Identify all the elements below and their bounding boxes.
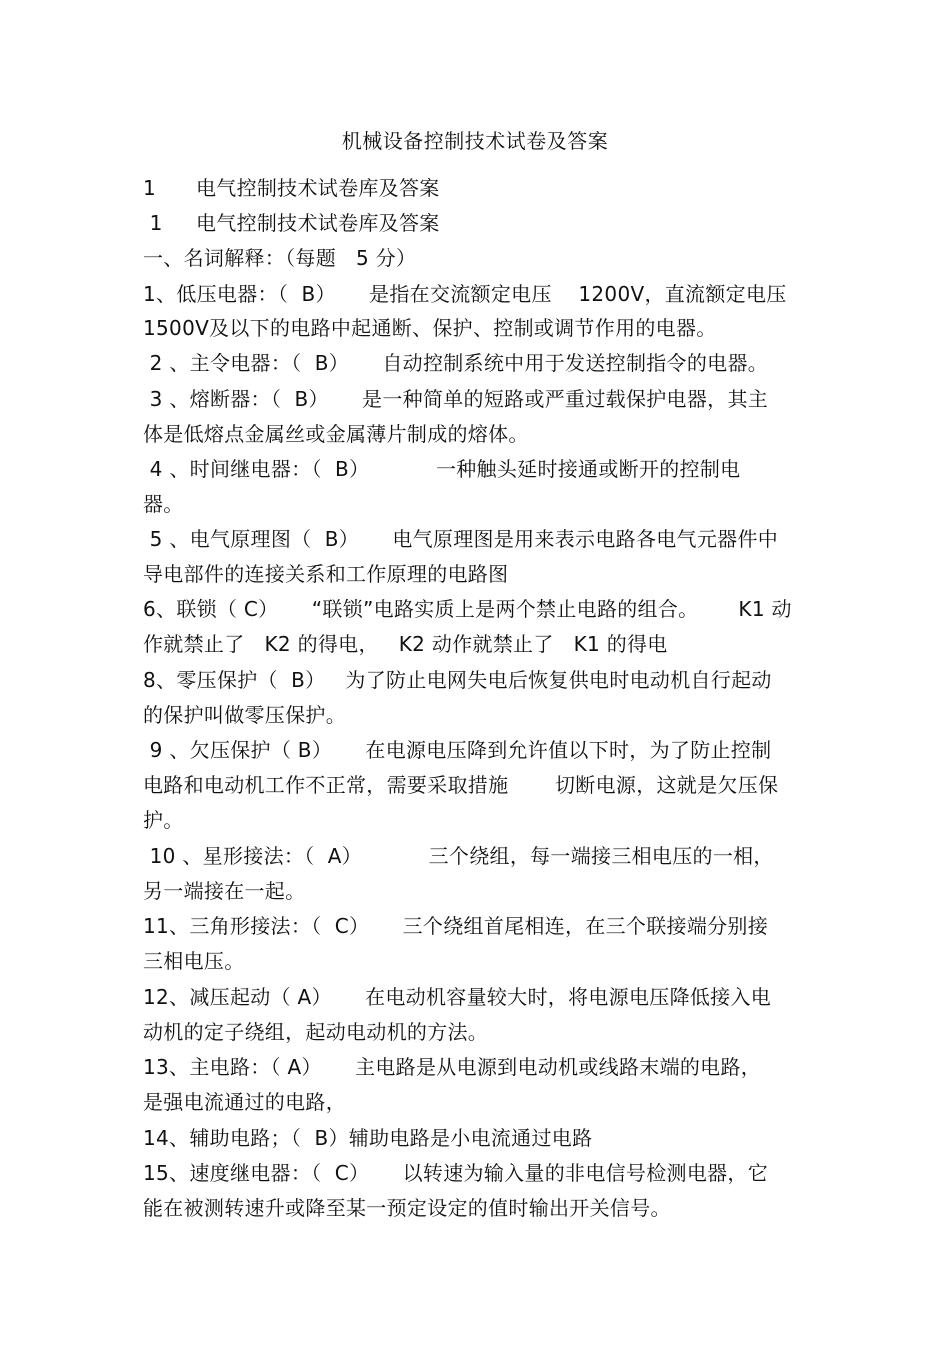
text-line: 体是低熔点金属丝或金属薄片制成的熔体。 <box>143 422 529 446</box>
text-line: 三相电压。 <box>143 949 245 973</box>
text-line: 的保护叫做零压保护。 <box>143 703 346 727</box>
text-line: 6、联锁（ C） “联锁”电路实质上是两个禁止电路的组合。 K1 动 <box>143 597 792 621</box>
text-line: 导电部件的连接关系和工作原理的电路图 <box>143 562 509 586</box>
section-heading: 一、名词解释：（每题 5 分） <box>143 246 417 270</box>
text-line: 1 电气控制技术试卷库及答案 <box>143 176 440 200</box>
text-line: 1、低压电器：（ B） 是指在交流额定电压 1200V，直流额定电压 <box>143 282 787 306</box>
text-line: 电路和电动机工作不正常，需要采取措施 切断电源，这就是欠压保 <box>143 773 779 797</box>
text-line: 13、主电路：（ A） 主电路是从电源到电动机或线路末端的电路， <box>143 1055 762 1079</box>
text-line: 另一端接在一起。 <box>143 879 306 903</box>
text-line: 2 、主令电器：（ B） 自动控制系统中用于发送控制指令的电器。 <box>143 351 769 375</box>
text-line: 11、三角形接法：（ C） 三个绕组首尾相连，在三个联接端分别接 <box>143 914 769 938</box>
text-line: 是强电流通过的电路， <box>143 1090 346 1114</box>
text-line: 1 电气控制技术试卷库及答案 <box>143 211 440 235</box>
text-line: 4 、时间继电器：（ B） 一种触头延时接通或断开的控制电 <box>143 457 741 481</box>
text-line: 能在被测转速升或降至某一预定设定的值时输出开关信号。 <box>143 1196 671 1220</box>
text-line: 1500V及以下的电路中起通断、保护、控制或调节作用的电器。 <box>143 316 717 340</box>
text-line: 10 、星形接法：（ A） 三个绕组，每一端接三相电压的一相， <box>143 844 774 868</box>
text-line: 3 、熔断器：（ B） 是一种简单的短路或严重过载保护电器，其主 <box>143 387 769 411</box>
document-title: 机械设备控制技术试卷及答案 <box>341 129 609 153</box>
text-line: 15、速度继电器：（ C） 以转速为输入量的非电信号检测电器，它 <box>143 1161 769 1185</box>
text-line: 器。 <box>143 492 184 516</box>
text-line: 作就禁止了 K2 的得电， K2 动作就禁止了 K1 的得电 <box>143 632 668 656</box>
text-line: 9 、欠压保护（ B） 在电源电压降到允许值以下时，为了防止控制 <box>143 738 772 762</box>
text-line: 护。 <box>143 808 184 832</box>
text-line: 14、辅助电路；（ B）辅助电路是小电流通过电路 <box>143 1126 593 1150</box>
text-line: 5 、电气原理图（ B） 电气原理图是用来表示电路各电气元器件中 <box>143 527 779 551</box>
text-line: 动机的定子绕组，起动电动机的方法。 <box>143 1020 489 1044</box>
text-line: 12、减压起动（ A） 在电动机容量较大时，将电源电压降低接入电 <box>143 985 772 1009</box>
text-line: 8、零压保护（ B） 为了防止电网失电后恢复供电时电动机自行起动 <box>143 668 772 692</box>
